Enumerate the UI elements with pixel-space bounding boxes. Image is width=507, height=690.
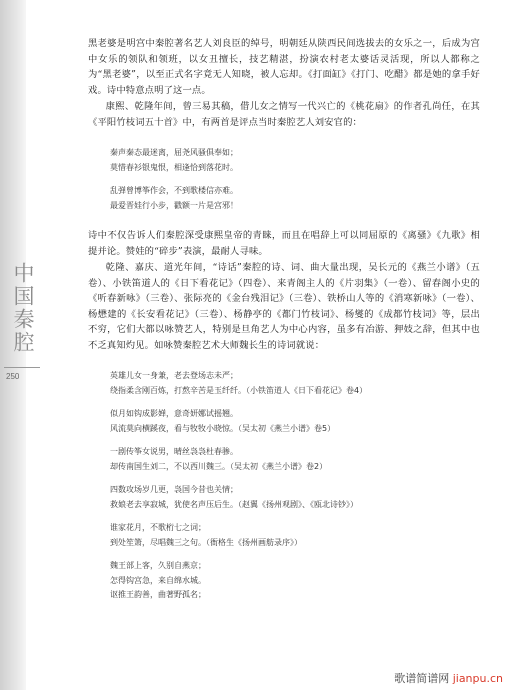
poem-line: 怎得钩宫急，来自绵水城。: [110, 575, 206, 585]
poem-line: 莫惜春衫银鬼恨，相逢恰到落花时。: [110, 162, 238, 172]
site-watermark: [394, 670, 503, 686]
poem-line: 到处笙箫，尽唱魏三之句。（衙格生《扬州画舫录序》）: [110, 537, 302, 547]
poem-line: 讴推王韵善，曲著野孤名；: [110, 590, 206, 599]
page-number-rule: [4, 367, 40, 368]
poem-line: 风流莫向横蹊夜，看与牧牧小晓惊。（吴太初《燕兰小谱》卷5）: [110, 423, 336, 433]
poem-line: 秦声秦态最迷离，屈尧风骚俱奉如；: [110, 148, 238, 157]
poem-line: 谁家花月，不歌桁七之词；: [110, 523, 206, 532]
watermark-site-name: 歌谱简谱网: [394, 672, 450, 685]
paragraph: 乾隆、嘉庆、道光年间，“诗话”秦腔的诗、词、曲大量出现，吴长元的《燕兰小谱》（五卷）、小铁笛道人的《日下看花记》（四卷）、来青阁主人的《片羽集》（一卷）、留春阁小史的《听春新咏》（三卷）、张际亮的《金台残泪记》（三卷）、铁桥山人等的《消寒新咏》（一卷）、杨懋建的《长安看花记》（三卷）、杨静亭的《都门竹枝词》、杨燮的《成都竹枝词》等，层出不穷，它们大都以咏赞艺人，特别是旦角艺人为中心内容，虽多有冶游、狎妓之辞，但其中也不乏真知灼见。如咏赞秦腔艺术大师魏长生的诗词就说：: [88, 262, 480, 351]
watermark-url: jianpu.cn: [452, 672, 503, 685]
poem-line: 乱弹曾博筝作会，不到歌楼信亦难。: [110, 186, 238, 195]
poem-line: 魏王部上客，久别自燕京；: [110, 561, 206, 570]
page-number: 250: [6, 372, 20, 381]
page-content: [88, 36, 480, 603]
poem-line: 绕指柔含刚百炼，打熬辛苦是玉纤纤。（小铁笛道人《日下看花记》卷4）: [110, 385, 368, 395]
book-title-vertical: 中国秦腔: [11, 262, 35, 354]
paragraph: 康熙、乾隆年间，曾三易其稿，借儿女之情写一代兴亡的《桃花扇》的作者孔尚任，在其《平阳竹枝词五十首》中，有两首是评点当时秦腔艺人刘安官的：: [88, 101, 480, 128]
poem-line: 一剧传筝女说男，晴丝袅袅杜春骖。: [110, 447, 238, 456]
paragraph: 黑老婆是明宫中秦腔著名艺人刘良臣的绰号，明朝廷从陕西民间选拔去的女乐之一，后成为宫中女乐的领队和领班，以女丑擅长，技艺精湛，扮演农村老太婆话灵活现，所以人都称之为“黑老婆”，以至正式名字竟无人知晓，被人忘却。《打面缸》《打门、吃醋》都是她的拿手好戏。诗中特意点明了这一点。: [88, 38, 480, 96]
poem-line: 却传南国生刘二，不以西川魏三。（吴太初《燕兰小谱》卷2）: [110, 461, 328, 471]
paragraph: 诗中不仅告诉人们秦腔深受康熙皇帝的青睐，而且在唱辞上可以同屈原的《离骚》《九歌》相提并论。赞娃的“碎步”表演，最耐人寻味。: [88, 230, 480, 257]
poem-line: 最爱晋娃行小步，戳额一片是宫邪！: [110, 200, 238, 210]
poem-line: 似月如钩成影婵，意奇妍娜试摇翘。: [110, 409, 238, 418]
poem-line: 救娘老去享寂城，犹使名声压后生。（赵翼《扬州观剧》、《瓯北诗钞》）: [110, 499, 358, 509]
poem-line: 英雄儿女一身兼，老去登场志未严；: [110, 371, 238, 380]
poem-line: 四数攻场岁几更，袅国今昔也关情；: [110, 485, 238, 494]
